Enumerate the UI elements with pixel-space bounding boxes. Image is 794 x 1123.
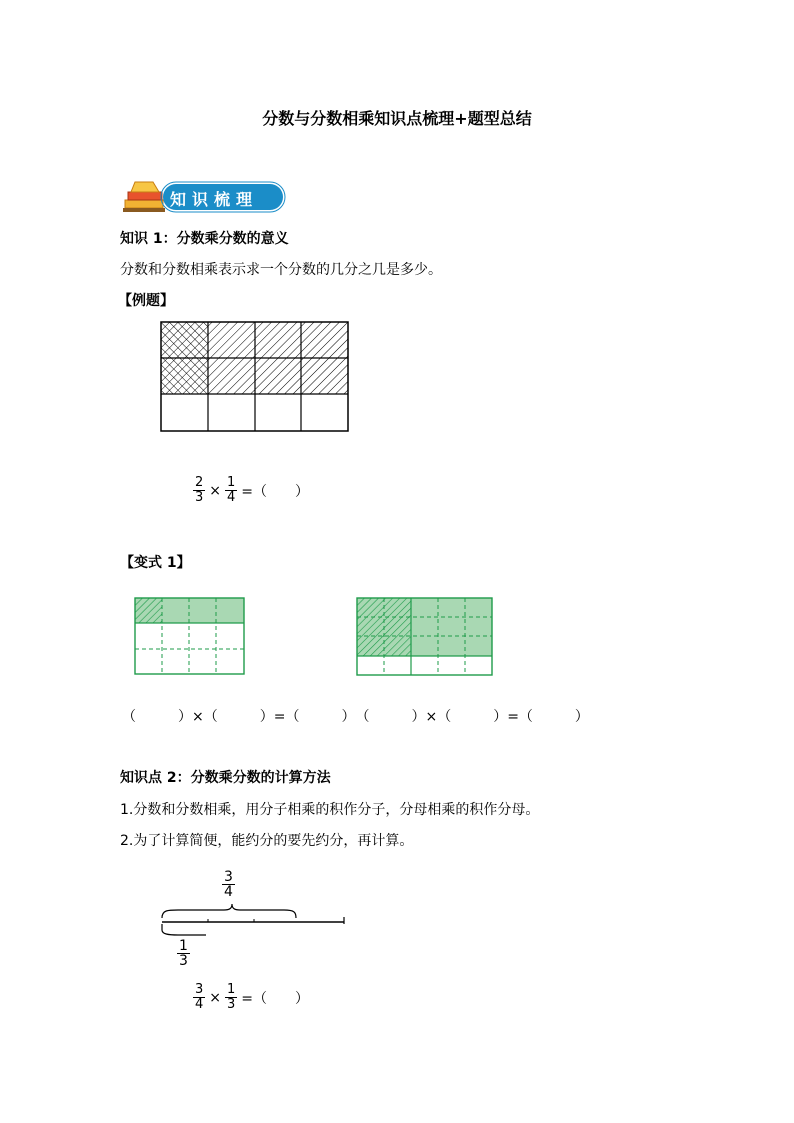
knowledge-1-meaning: 分数和分数相乘表示求一个分数的几分之几是多少。: [120, 262, 442, 278]
example-grid: [161, 322, 351, 434]
brace-top-label: $\frac{3}{4}$: [224, 869, 233, 900]
fraction-1-4: $\frac{1}{4}$: [227, 475, 236, 505]
k2-equation: $\frac{3}{4}$ × $\frac{1}{3}$ =（ ）: [195, 982, 310, 1012]
fraction-2-3: $\frac{2}{3}$: [195, 475, 204, 505]
rule-2: 2.为了计算简便，能约分的要先约分，再计算。: [120, 833, 414, 849]
variant-blanks: （ ）×（ ）=（ ） （ ）×（ ）=（ ）: [122, 709, 589, 725]
variant-1-label: 【变式 1】: [120, 555, 191, 571]
badge-label: 知识梳理: [170, 190, 259, 209]
rule-1: 1.分数和分数相乘，用分子相乘的积作分子，分母相乘的积作分母。: [120, 802, 540, 818]
fraction-1-3: $\frac{1}{3}$: [227, 982, 236, 1012]
segment-diagram: [158, 902, 348, 942]
variant-grid-2: [357, 598, 495, 678]
page-title: 分数与分数相乘知识点梳理+题型总结: [262, 109, 532, 128]
knowledge-1-heading: 知识 1：分数乘分数的意义: [120, 231, 289, 247]
variant-grid-1: [135, 598, 247, 678]
book-stack-icon: [123, 182, 165, 212]
example-equation: $\frac{2}{3}$ × $\frac{1}{4}$ =（ ）: [195, 475, 310, 505]
knowledge-2-heading: 知识点 2：分数乘分数的计算方法: [120, 770, 331, 786]
example-label: 【例题】: [118, 293, 174, 309]
fraction-3-4: $\frac{3}{4}$: [195, 982, 204, 1012]
brace-bottom-label: $\frac{1}{3}$: [179, 938, 188, 969]
